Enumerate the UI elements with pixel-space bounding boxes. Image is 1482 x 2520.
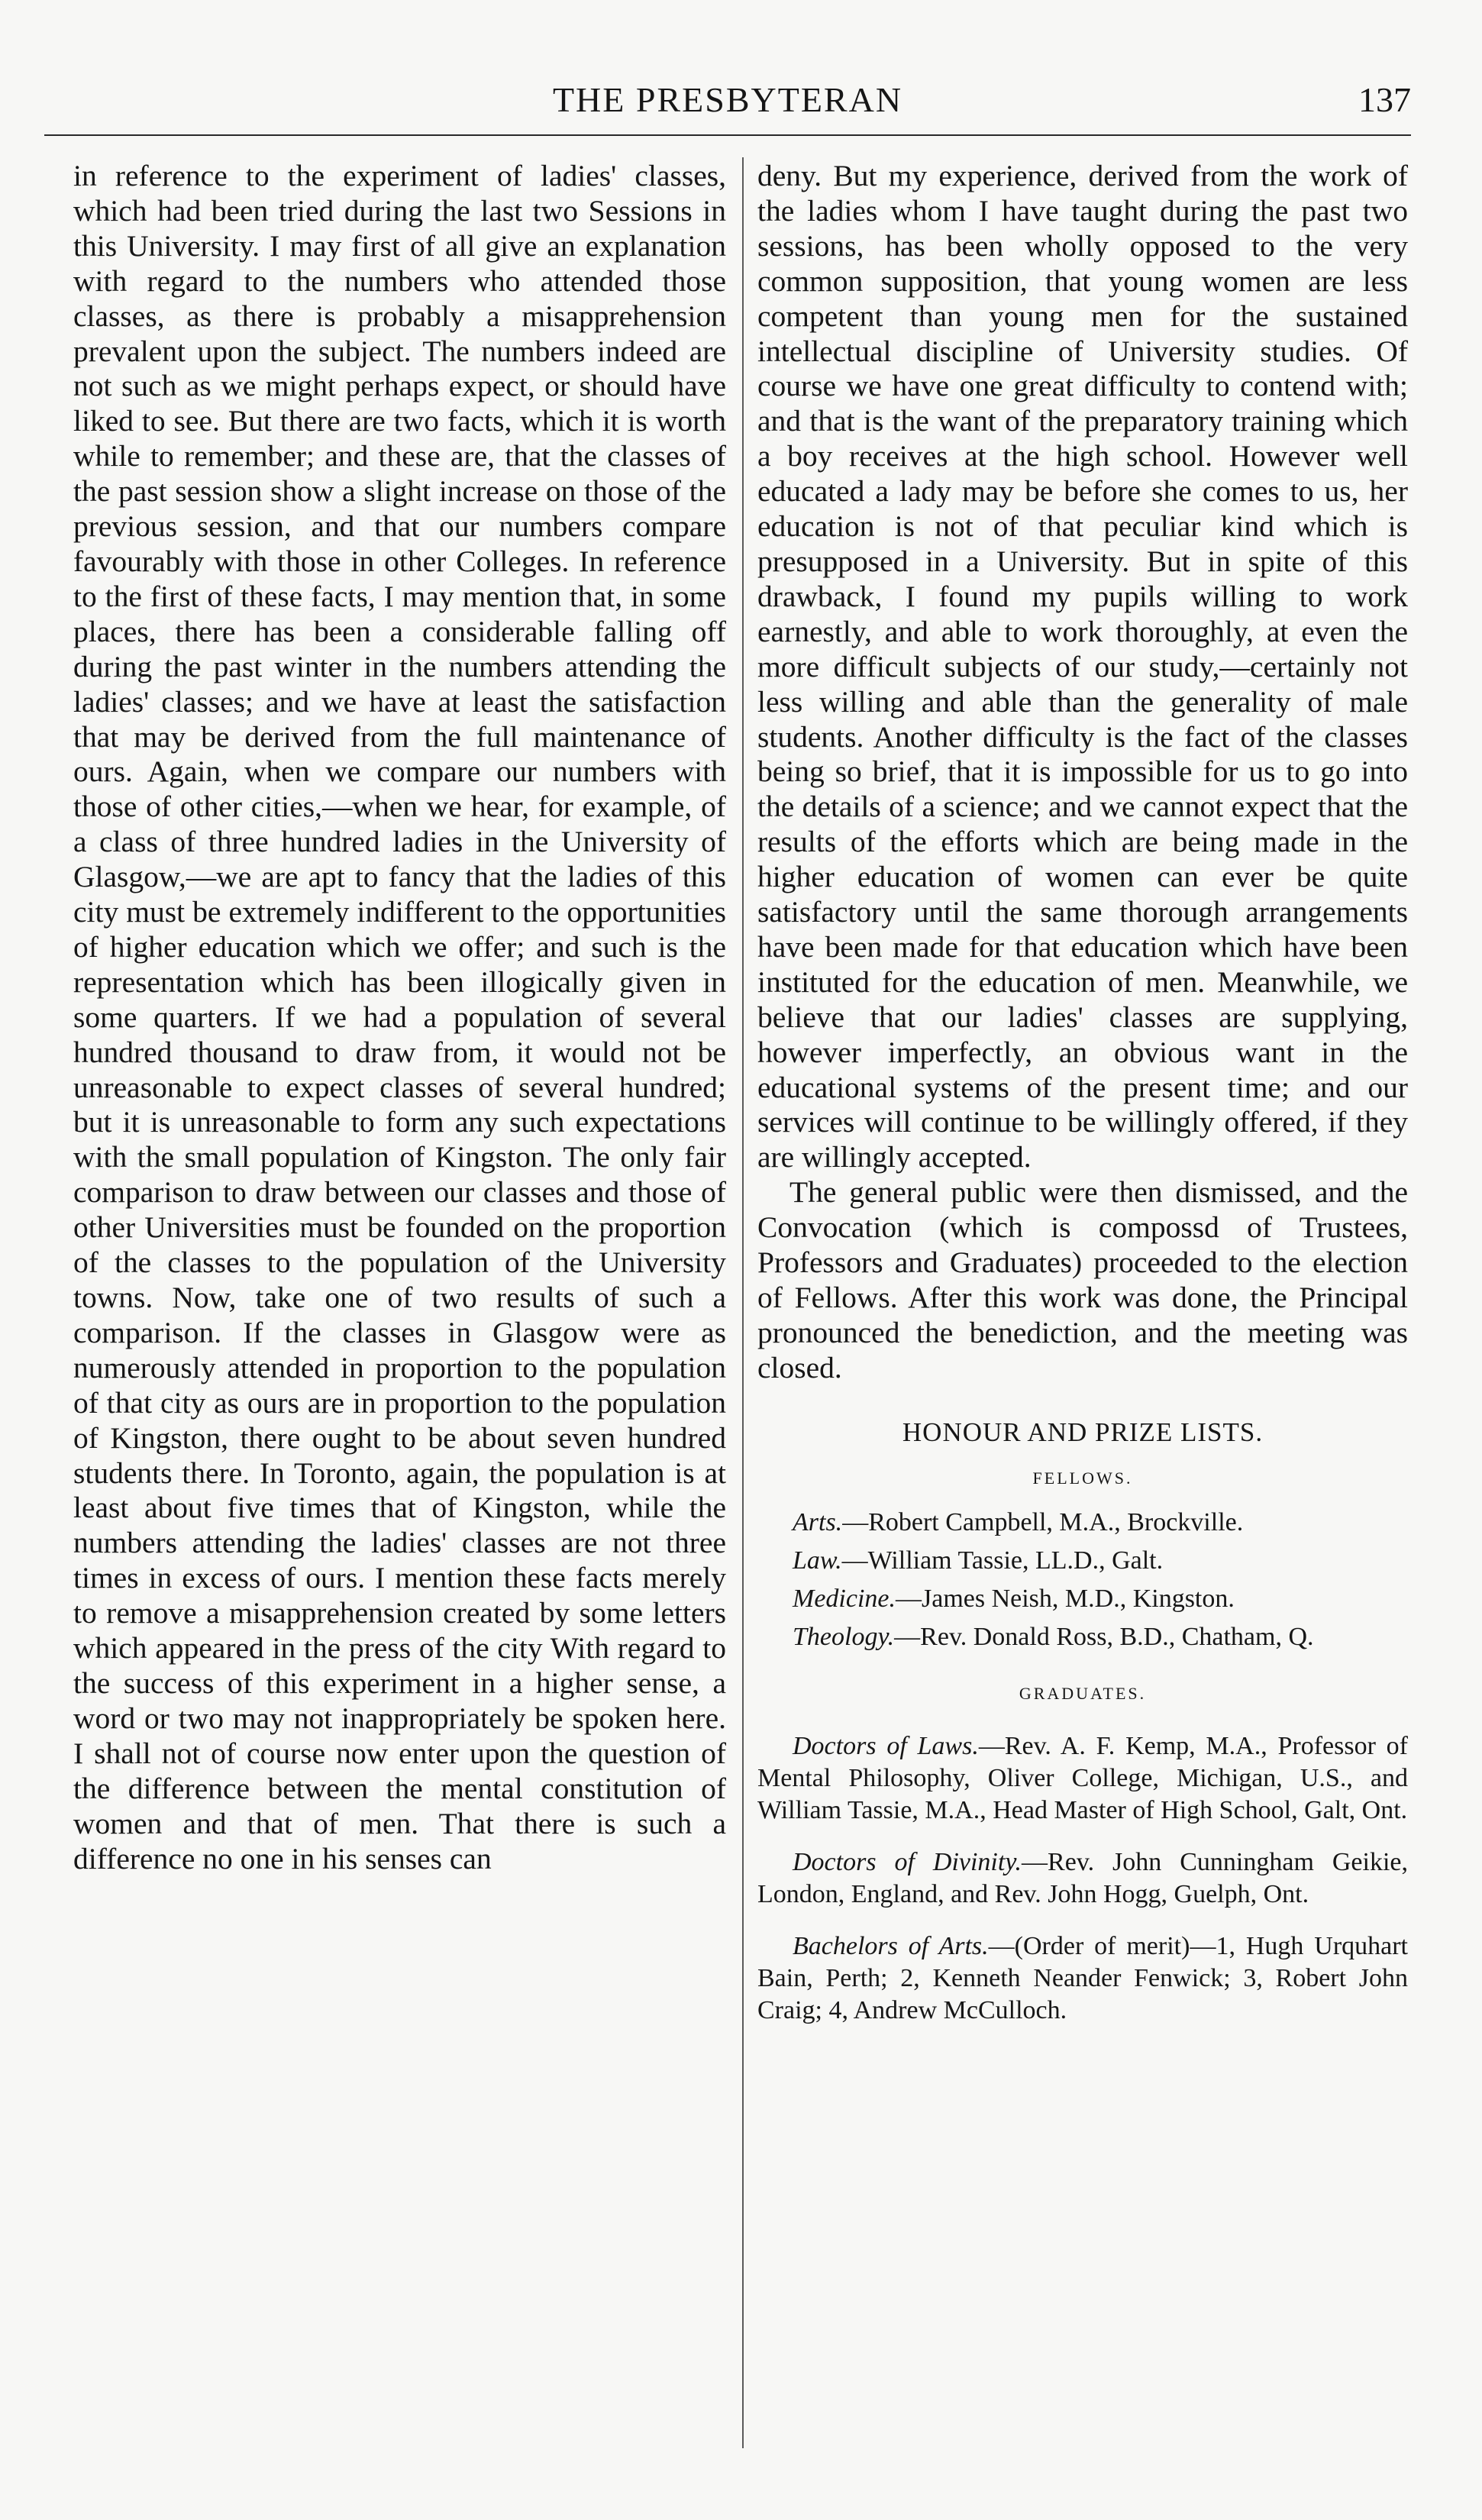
fellow-text: —Robert Campbell, M.A., Brockville. <box>842 1507 1244 1536</box>
running-title: THE PRESBYTERAN <box>552 80 903 119</box>
graduates-heading: GRADUATES. <box>1019 1683 1147 1703</box>
graduate-label: Doctors of Divinity. <box>793 1848 1022 1877</box>
graduate-text: —(Order of merit)—1, Hugh Urquhart Bain, Perth; 2, Kenneth Neander Fenwick; 3, Robert John Craig; 4, Andrew McCulloch. <box>757 1932 1409 2025</box>
page-number: 137 <box>1358 80 1411 119</box>
graduate-text: —Rev. John Cunningham Geikie, London, England, and Rev. John Hogg, Guelph, Ont. <box>757 1848 1408 1909</box>
fellow-label: Theology. <box>793 1622 895 1651</box>
fellow-text: —James Neish, M.D., Kingston. <box>896 1584 1235 1613</box>
page-header <box>44 73 1411 136</box>
fellows-list <box>757 1507 1408 1653</box>
right-column <box>757 159 1408 2033</box>
right-paragraph-1: deny. But my experience, derived from the work of the ladies whom I have taught during the past two sessions, has been wholly opposed to the very common supposition, that young women are less competent than young men for the sustained intellectual discipline of University studies. Of course we have one great difficulty to contend with; and that is the want of the preparatory training which a boy receives at the high school. However well educated a lady may be before she comes to us, her education is not of that peculiar kind which is presupposed in a University. But in spite of this drawback, I found my pupils willing to work earnestly, and able to work thoroughly, at even the more difficult subjects of our study,—certainly not less willing and able than the generality of male students. Another difficulty is the fact of the classes being so brief, that it is impossible for us to go into the details of a science; and we cannot expect that the results of the efforts which are being made in the higher education of women can ever be quite satisfactory until the same thorough arrangements have been made for that education which have been instituted for the education of men. Meanwhile, we believe that our ladies' classes are supplying, however imperfectly, an obvious want in the educational systems of the present time; and our services will continue to be willingly offered, if they are willingly accepted. <box>757 159 1408 1174</box>
fellow-text: —Rev. Donald Ross, B.D., Chatham, Q. <box>894 1622 1314 1651</box>
fellows-heading: FELLOWS. <box>1032 1468 1133 1488</box>
graduates-list <box>757 1730 1408 2027</box>
fellow-entry <box>757 1583 1408 1615</box>
graduate-entry <box>757 1930 1408 2027</box>
graduate-label: Bachelors of Arts. <box>793 1932 989 1961</box>
fellow-label: Arts. <box>793 1507 843 1536</box>
fellow-entry <box>757 1621 1408 1653</box>
fellow-label: Medicine. <box>793 1584 896 1613</box>
fellow-entry <box>757 1545 1408 1577</box>
fellow-text: —William Tassie, LL.D., Galt. <box>841 1546 1164 1575</box>
graduate-text: —Rev. A. F. Kemp, M.A., Professor of Mental Philosophy, Oliver College, Michigan, U.S., and William Tassie, M.A., Head Master of High School, Galt, Ont. <box>757 1732 1408 1825</box>
honour-prize-lists-heading: HONOUR AND PRIZE LISTS. <box>902 1417 1264 1447</box>
graduate-entry <box>757 1846 1408 1911</box>
graduate-entry <box>757 1730 1408 1827</box>
left-column-text: in reference to the experiment of ladies' classes, which had been tried during the last two Sessions in this University. I may first of all give an explanation with regard to the numbers who attended those classes, as there is probably a misapprehension prevalent upon the subject. The numbers indeed are not such as we might perhaps expect, or should have liked to see. But there are two facts, which it is worth while to remember; and these are, that the classes of the past session show a slight increase on those of the previous session, and that our numbers compare favourably with those in other Colleges. In reference to the first of these facts, I may mention that, in some places, there has been a considerable falling off during the past winter in the numbers attending the ladies' classes; and we have at least the satisfaction that may be derived from the full maintenance of ours. Again, when we compare our numbers with those of other cities,—when we hear, for example, of a class of three hundred ladies in the University of Glasgow,—we are apt to fancy that the ladies of this city must be extremely indifferent to the opportunities of higher education which we offer; and such is the representation which has been illogically given in some quarters. If we had a population of several hundred thousand to draw from, it would not be unreasonable to expect classes of several hundred; but it is unreasonable to form any such expectations with the small population of Kingston. The only fair comparison to draw between our classes and those of other Universities must be founded on the proportion of the classes to the population of the University towns. Now, take one of two results of such a comparison. If the classes in Glasgow were as numerously attended in proportion to the population of that city as ours are in proportion to the population of Kingston, there ought to be about seven hundred students there. In Toronto, again, the population is at least about five times that of Kingston, while the numbers attending the ladies' classes are not three times in excess of ours. I mention these facts merely to remove a misapprehension created by some letters which appeared in the press of the city With regard to the success of this experiment in a higher sense, a word or two may not inappropriately be spoken here. I shall not of course now enter upon the question of the difference between the mental constitution of women and that of men. That there is such a difference no one in his senses can <box>73 159 726 1875</box>
left-column <box>73 159 726 1876</box>
fellow-label: Law. <box>793 1546 842 1575</box>
right-paragraph-2: The general public were then dismissed, and the Convocation (which is compossd of Trustees, Professors and Graduates) proceeded to the election of Fellows. After this work was done, the Principal pronounced the benediction, and the meeting was closed. <box>757 1175 1408 1384</box>
column-divider <box>742 157 744 2448</box>
fellow-entry <box>757 1507 1408 1539</box>
graduate-label: Doctors of Laws. <box>793 1732 979 1761</box>
